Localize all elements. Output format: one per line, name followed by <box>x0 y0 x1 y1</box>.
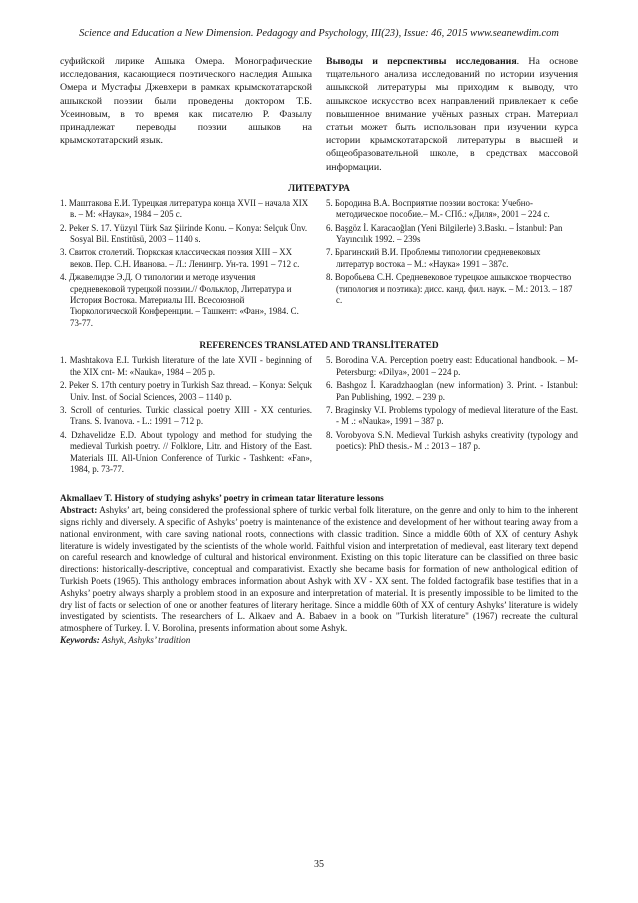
reference-item: 1. Маштакова Е.И. Турецкая литература конца XVII – начала XIX в. – М: «Наука», 1984 – 205 с. <box>60 197 309 220</box>
intro-columns <box>60 55 578 174</box>
references-list <box>60 355 578 477</box>
abstract-text: Ashyks’ art, being considered the professional sphere of turkic verbal folk literature, on the genre and only to him to the inherent signs richly and diversely. A specific of Ashyks’ poetry is maintenance of the existence and development of her without tearing away from a national environment, with care saving national roots, connections with classic tradition. Since a middle 60th of XX of century Ashyk literature is widely investigated by the scientists of the whole world. Faithful vision and interpretation of medieval, east literary text depend on careful research and knowledge of cultural and historical environment. Existing on this topic literature can be classified on three basic directions: historically-descriptive, conceptual and comparativist. Exactly she became basis for formation of new anthological edition of Turkish Poets (1965). This anthology embraces information about Ashyk with XV - XX sent. The folded factografik base testifies that in a Ashyks’ poetry always sharply a problem stood in an exposure and interpretation of material. It is presently impossible to be limited to the dry list of facts or selection of one or another features of literary heritage. Since a middle 60th of XX of century Ashyks’ literature is widely investigated by scientists. The researchers of L. Alkaev and A. Babaev in a book on "Turkish literature" (1967) recreate the cultural atmosphere of Turkey. İ. V. Borolina, presents information about some Ashyk. <box>60 505 578 634</box>
conclusion-heading: Выводы и перспективы исследования <box>326 56 517 67</box>
keywords-text: Ashyk, Ashyks’ tradition <box>99 634 191 645</box>
reference-item: 3. Scroll of centuries. Turkic classical poetry XIII - XX centuries. Trans. S. Ivanova. - L.: 1991 – 712 p. <box>60 404 312 427</box>
references-left-column <box>60 355 312 477</box>
abstract-label: Abstract: <box>60 505 98 516</box>
reference-item: 6. Bashgoz İ. Karadzhaoglan (new information) 3. Print. - Istanbul: Pan Publishing, 1992. – 239 p. <box>326 380 578 402</box>
literature-right-column <box>326 198 578 331</box>
reference-item: 5. Бородина В.А. Восприятие поэзии востока: Учебно-методическое пособие.– М.- СПб.: «Диля», 2001 – 224 с. <box>326 197 550 220</box>
reference-item: 4. Джавелидзе Э.Д. О типологии и методе изучения средневековой турецкой поэзии.// Фольклор, Литература и История Востока. Материалы III. Всесоюзной Тюркологической Конференции. – Ташкент: «Фан», 1984. С. 73-77. <box>60 272 299 328</box>
page-number: 35 <box>314 859 324 870</box>
journal-page <box>60 28 578 647</box>
running-header: Science and Education a New Dimension. Pedagogy and Psychology, III(23), Issue: 46, 2015 www.seanewdim.com <box>79 28 559 39</box>
references-heading: REFERENCES TRANSLATED AND TRANSLİTERATED <box>199 341 439 352</box>
reference-item: 7. Braginsky V.I. Problems typology of medieval literature of the East. - M .: «Nauka», 1991 – 387 p. <box>326 404 578 427</box>
reference-item: 3. Свиток столетий. Тюркская классическая поэзия XIII – XX веков. Пер. С.Н. Иванова. – Л.: Ленингр. Ун-та. 1991 – 712 с. <box>60 247 300 269</box>
keywords-line <box>60 635 578 647</box>
literature-list <box>60 198 578 331</box>
abstract-paragraph <box>60 505 578 635</box>
abstract-article-title: Akmallaev T. History of studying ashyks’ poetry in crimean tatar literature lessons <box>60 493 384 504</box>
reference-item: 2. Peker S. 17. Yüzyıl Türk Saz Şiirinde Konu. – Konya: Selçuk Ünv. Sosyal Bil. Enstitüsü, 2003 – 1140 s. <box>60 222 308 245</box>
literature-heading: ЛИТЕРАТУРА <box>288 183 350 194</box>
reference-item: 8. Воробьева С.Н. Средневековое турецкое ашыкское творчество (типология и поэтика): дисс. канд. фил. наук. – М.: 2013. – 187 с. <box>326 272 573 306</box>
english-abstract <box>60 493 578 646</box>
intro-right-column <box>326 55 578 174</box>
intro-left-column <box>60 55 312 174</box>
conclusion-text: . На основе тщательного анализа исследований по истории изучения ашыкской литературы мы приходим к выводу, что ашыкское искусство всех направлений привлекает к себе повышенное внимание учёных разных стран. Материал статьи может быть использован при изучении курса истории крымскотатарской литературы в высшей и общеобразовательной школе, в средствах массовой информации. <box>326 56 578 173</box>
conclusion-paragraph <box>326 55 578 174</box>
reference-item: 6. Başgöz İ. Karacaoğlan (Yeni Bilgilerle) 3.Baskı. – İstanbul: Pan Yayıncılık 1992. – 239s <box>326 222 563 245</box>
reference-item: 1. Mashtakova E.I. Turkish literature of the late XVII - beginning of the XIX cnt- M: «Nauka», 1984 – 205 p. <box>60 355 312 377</box>
reference-item: 7. Брагинский В.И. Проблемы типологии средневековых литератур востока – М.: «Наука» 1991 – 387с. <box>326 247 541 269</box>
reference-item: 8. Vorobyova S.N. Medieval Turkish ashyks creativity (typology and poetics): PhD thesis.- M .: 2013 – 187 p. <box>326 429 578 452</box>
references-right-column <box>326 355 578 477</box>
intro-paragraph: суфийской лирике Ашыка Омера. Монографические исследования, касающиеся поэтического наследия Ашыка Омера и Мустафы Джевхери в рамках крымскотатарской ашыкской поэзии были проведены доктором Т.Б. Усеиновым, в то время как писателю Р. Фазылу принадлежат переводы поэзии ашыков на крымскотатарский язык. <box>60 56 312 147</box>
reference-item: 2. Peker S. 17th century poetry in Turkish Saz thread. – Konya: Selçuk Univ. Inst. of Social Sciences, 2003 – 1140 p. <box>60 380 312 402</box>
reference-item: 5. Borodina V.A. Perception poetry east: Educational handbook. – M-Petersburg: «Dilya», 2001 – 224 p. <box>326 355 578 377</box>
keywords-label: Keywords: <box>60 634 100 645</box>
reference-item: 4. Dzhavelidze E.D. About typology and method for studying the medieval Turkish poetry. // Folklore, Litr. and History of the East. Materials III. All-Union Conference of Turkic - Tashkent: «Fan», 1984, p. 73-77. <box>60 429 312 474</box>
literature-left-column <box>60 198 312 331</box>
